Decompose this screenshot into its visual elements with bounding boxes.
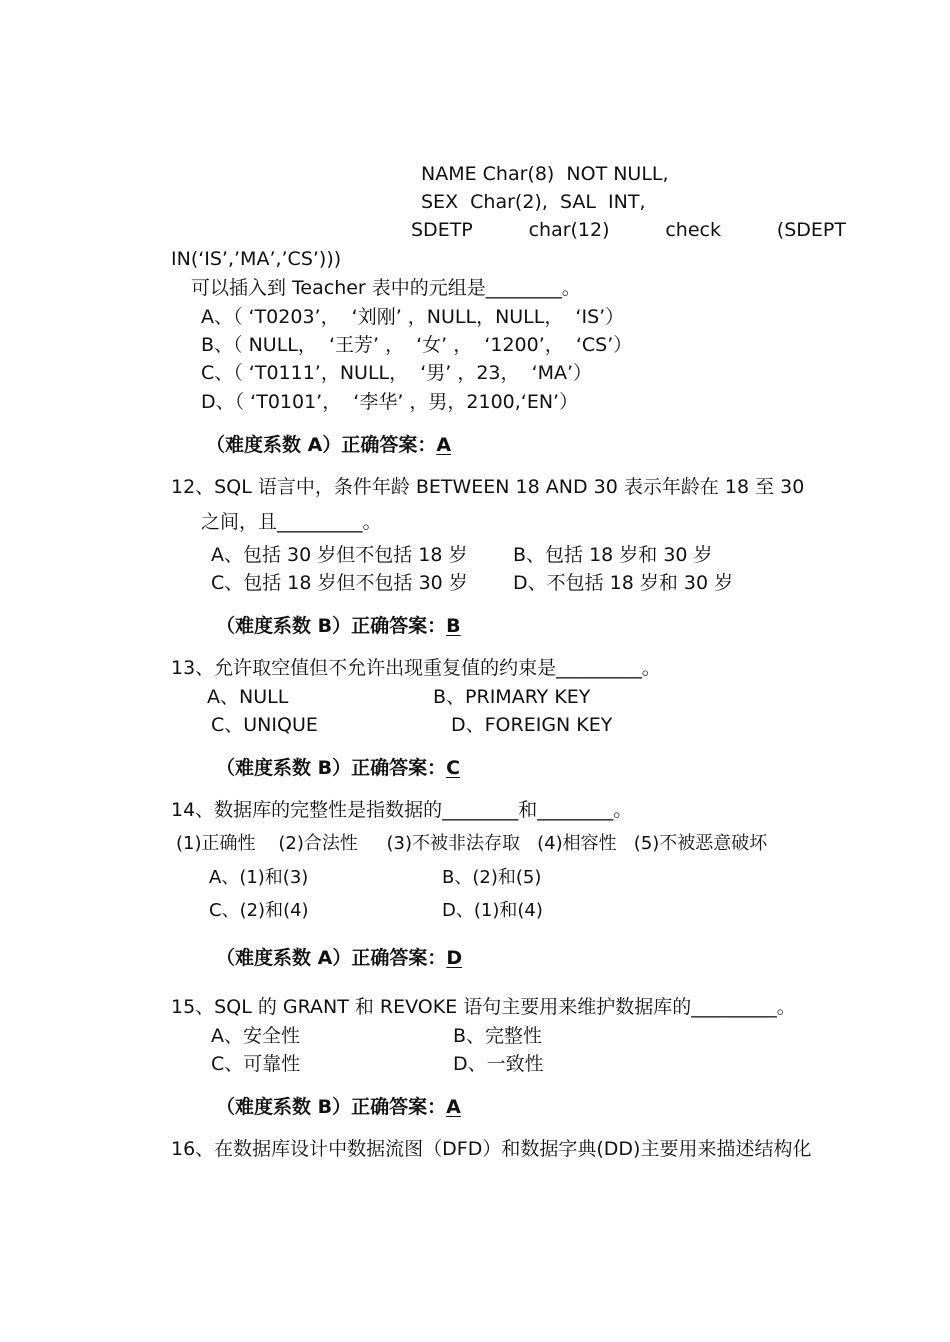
question-15-stem: 15、SQL 的 GRANT 和 REVOKE 语句主要用来维护数据库的_________。	[171, 996, 796, 1018]
option-d: D、(1)和(4)	[442, 900, 543, 921]
correct-answer: A	[446, 1096, 461, 1118]
option-c: C、UNIQUE	[211, 714, 318, 736]
option-a: A、(1)和(3)	[209, 867, 309, 888]
option-d: D、一致性	[453, 1053, 544, 1075]
answer-blank: _________	[691, 996, 777, 1018]
code-token: SDETP	[411, 219, 473, 241]
option-b: B、(2)和(5)	[442, 867, 542, 888]
option-b: B、完整性	[453, 1025, 543, 1047]
option-b: B、包括 18 岁和 30 岁	[513, 544, 713, 566]
answer-blank: ________	[485, 277, 562, 299]
code-line-sex: SEX Char(2), SAL INT,	[421, 191, 646, 213]
option-c: C、（ ‘T0111’，NULL， ‘男’ ，23， ‘MA’）	[201, 362, 593, 384]
question-16-stem: 16、在数据库设计中数据流图（DFD）和数据字典(DD)主要用来描述结构化	[171, 1138, 812, 1160]
code-line-name: NAME Char(8) NOT NULL,	[421, 163, 669, 185]
answer-line: （难度系数 A）正确答案：D	[216, 947, 463, 969]
answer-line: （难度系数 B）正确答案：A	[216, 1096, 461, 1118]
question-11-stem: 可以插入到 Teacher 表中的元组是________。	[191, 277, 581, 299]
option-d: D、（ ‘T0101’， ‘李华’ ，男，2100,‘EN’）	[201, 391, 579, 413]
option-d: D、不包括 18 岁和 30 岁	[513, 572, 734, 594]
answer-blank: _________	[556, 657, 642, 679]
option-b: B、（ NULL， ‘王芳’ ， ‘女’ ， ‘1200’， ‘CS’）	[201, 334, 633, 356]
question-14-stem: 14、数据库的完整性是指数据的________和________。	[171, 799, 633, 821]
correct-answer: A	[436, 434, 452, 456]
option-c: C、(2)和(4)	[209, 900, 309, 921]
option-b: B、PRIMARY KEY	[433, 686, 591, 708]
answer-line: （难度系数 A）正确答案：A	[206, 434, 452, 456]
option-c: C、包括 18 岁但不包括 30 岁	[211, 572, 468, 594]
code-token: check	[665, 219, 721, 241]
answer-blank: _________	[277, 511, 363, 533]
answer-blank: ________	[442, 799, 519, 821]
option-a: A、包括 30 岁但不包括 18 岁	[211, 544, 468, 566]
option-a: A、NULL	[207, 686, 289, 708]
code-token: char(12)	[528, 219, 610, 241]
answer-line: （难度系数 B）正确答案：B	[216, 615, 461, 637]
answer-blank: ________	[537, 799, 614, 821]
question-12-stem: 12、SQL 语言中，条件年龄 BETWEEN 18 AND 30 表示年龄在 18 至 30	[171, 476, 805, 498]
code-line-sdetp	[411, 218, 846, 242]
correct-answer: D	[446, 947, 463, 969]
correct-answer: B	[446, 615, 461, 637]
question-13-stem: 13、允许取空值但不允许出现重复值的约束是_________。	[171, 657, 661, 679]
option-a: A、（ ‘T0203’， ‘刘刚’ ，NULL，NULL， ‘IS’）	[201, 306, 625, 328]
question-12-stem-cont: 之间，且_________。	[201, 511, 382, 533]
code-token: (SDEPT	[776, 219, 846, 241]
correct-answer: C	[446, 757, 461, 779]
code-line-in: IN(‘IS’,’MA’,’CS’)))	[171, 248, 342, 270]
option-a: A、安全性	[211, 1025, 300, 1047]
question-14-items: (1)正确性 (2)合法性 (3)不被非法存取 (4)相容性 (5)不被恶意破坏	[176, 833, 768, 854]
option-d: D、FOREIGN KEY	[451, 714, 613, 736]
answer-line: （难度系数 B）正确答案：C	[216, 757, 461, 779]
option-c: C、可靠性	[211, 1053, 301, 1075]
